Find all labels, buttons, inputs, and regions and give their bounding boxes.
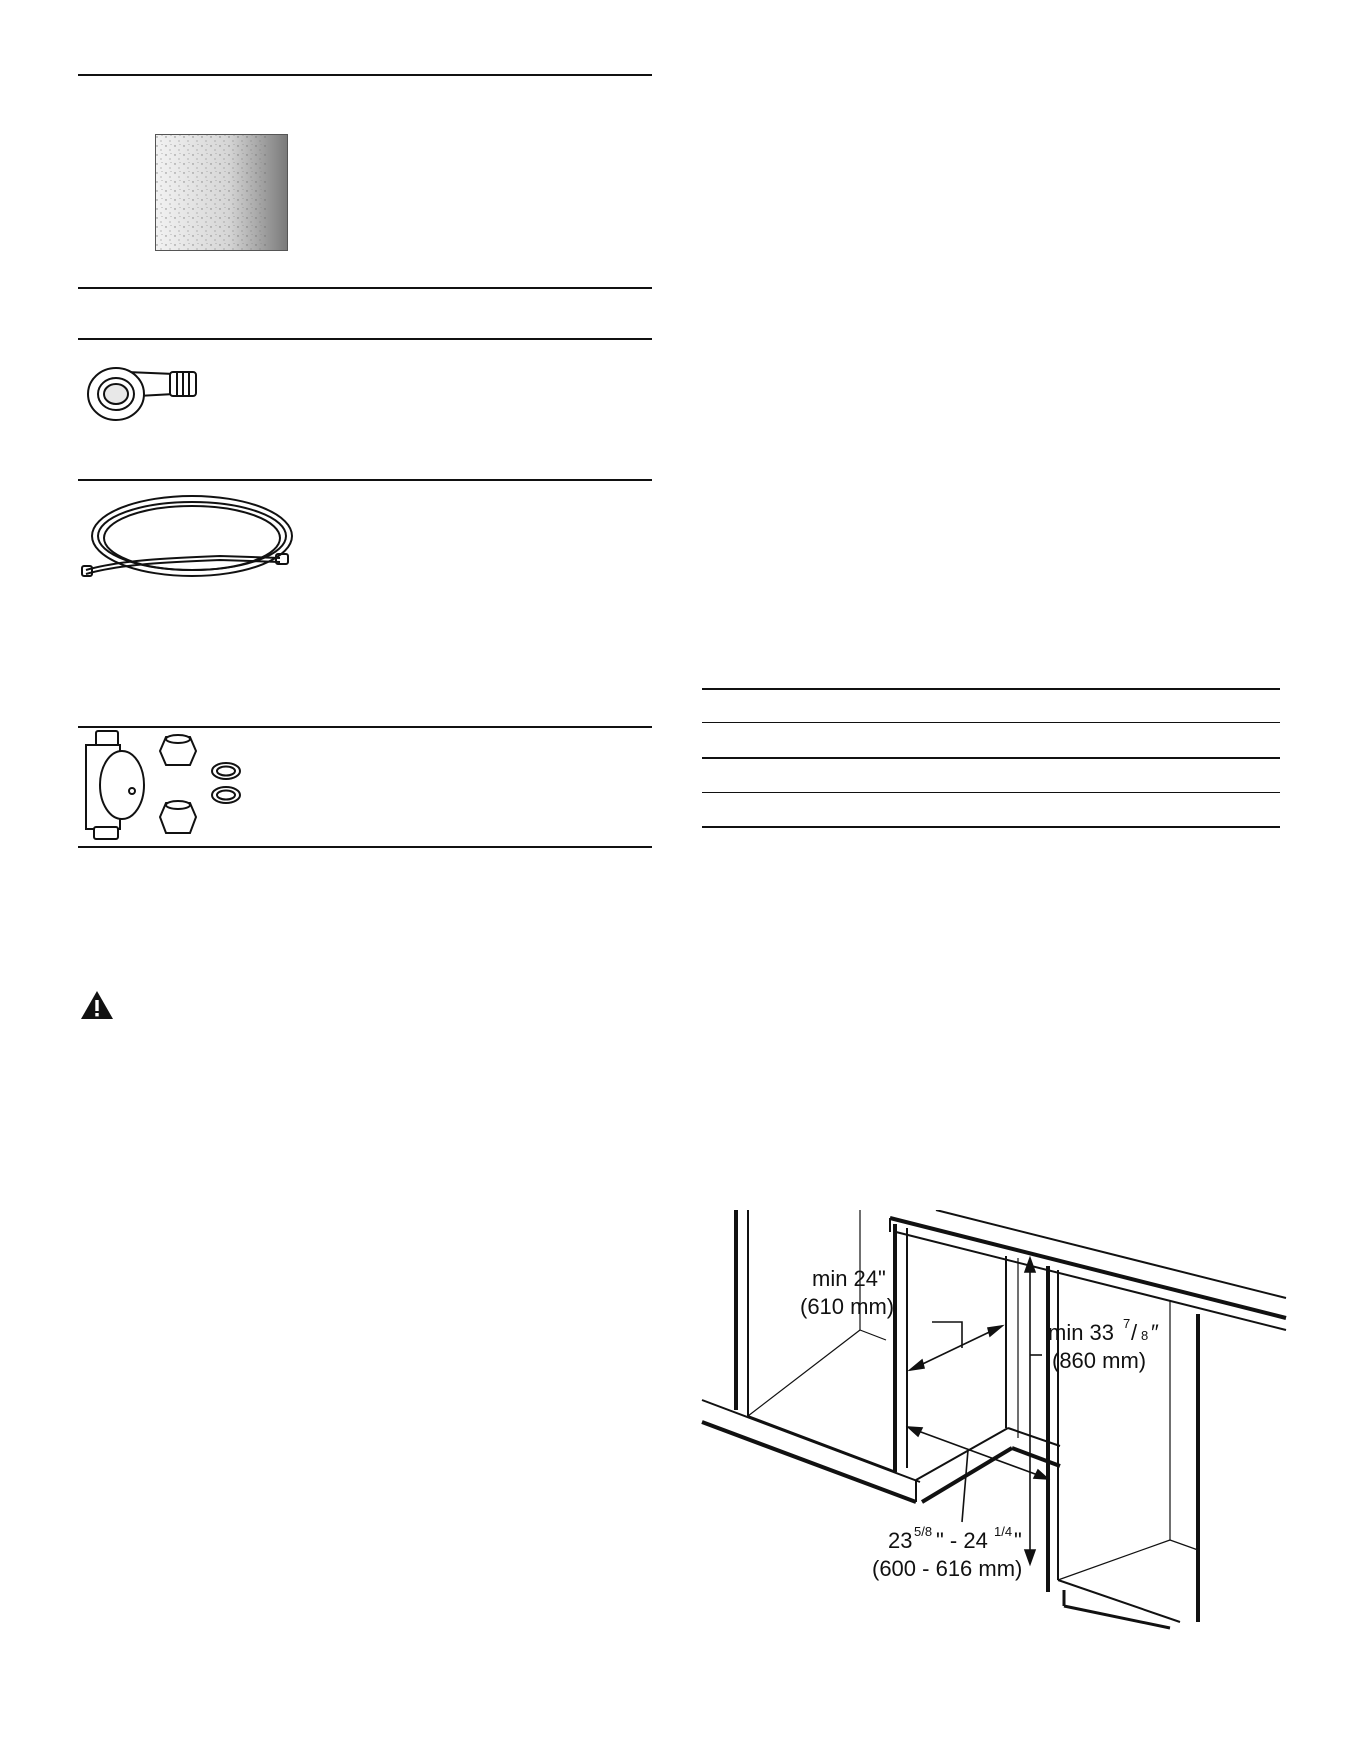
table-rule-4 [702,792,1280,793]
parts-rule-3 [78,338,652,340]
opening-label-end: " [1014,1528,1022,1553]
height-frac-num: 7 [1123,1316,1131,1331]
height-mm-label: (860 mm) [1052,1348,1147,1373]
countertop-edge [890,1218,1286,1318]
valve-fittings-image [80,727,260,843]
height-frac-slash: / [1131,1320,1138,1345]
opening-sup-b: 1/4 [994,1524,1013,1539]
width-mm-label: (610 mm) [800,1294,895,1319]
hose-coil-image [80,488,300,588]
table-rule-5 [702,826,1280,828]
opening-label-mid: " - 24 [936,1528,988,1553]
parts-bottom-rule [78,846,652,848]
parts-rule-4 [78,479,652,481]
table-rule-2 [702,722,1280,723]
table-rule-1 [702,688,1280,690]
elbow-fitting-image [82,352,202,424]
parts-rule-2 [78,287,652,289]
opening-sup-a: 5/8 [914,1524,933,1539]
opening-label-a: 23 [888,1528,913,1553]
opening-mm-label: (600 - 616 mm) [872,1556,1023,1581]
table-rule-3 [702,757,1280,759]
cabinet-dimension-diagram [700,1210,1290,1630]
height-frac-den: 8 [1141,1328,1149,1343]
parts-top-rule [78,74,652,76]
height-inch-mark: ″ [1151,1320,1159,1345]
height-label: min 33 [1048,1320,1115,1345]
width-label: min 24" [812,1266,886,1291]
warning-triangle-icon [80,990,114,1020]
cabinet-diagram-svg [700,1210,1290,1630]
protective-panel-image [155,134,288,251]
